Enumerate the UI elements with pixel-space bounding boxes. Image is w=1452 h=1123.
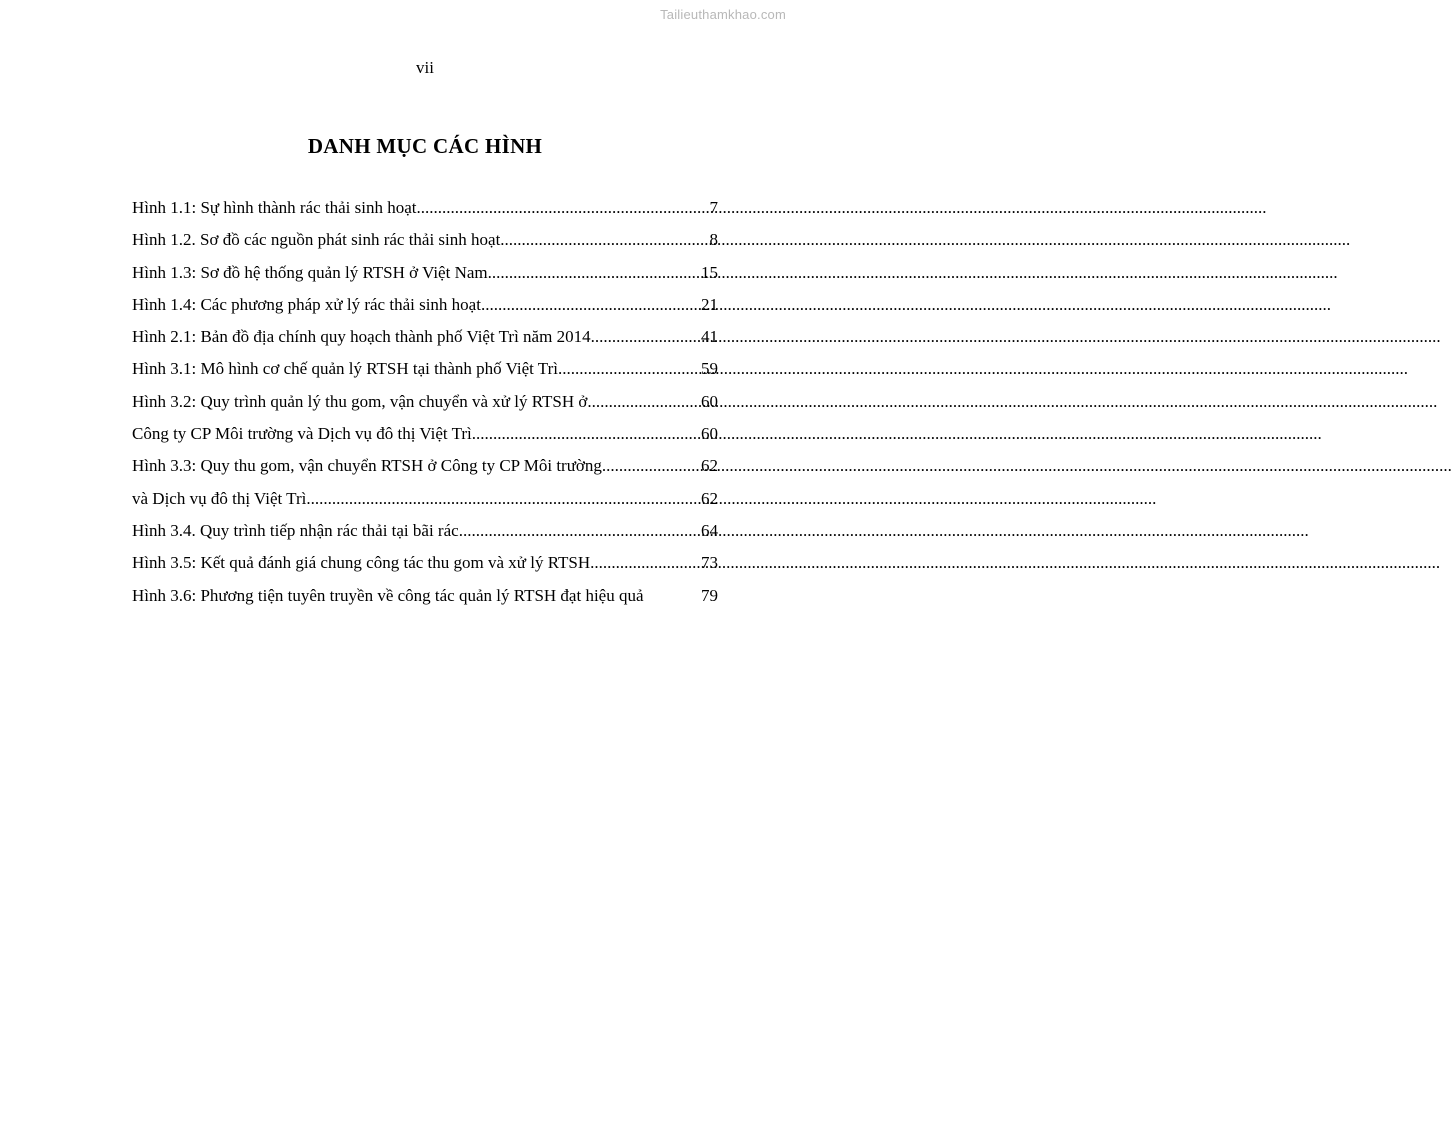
toc-entry-page: 8 — [709, 230, 718, 250]
toc-entry-label: Hình 1.4: Các phương pháp xử lý rác thải sinh hoạt — [132, 294, 481, 314]
toc-entry-page: 7 — [709, 198, 718, 217]
toc-entry[interactable] — [132, 392, 718, 424]
toc-entry-label: Hình 3.1: Mô hình cơ chế quản lý RTSH tại thành phố Việt Trì — [132, 359, 558, 379]
toc-dot-leader — [602, 456, 699, 476]
toc-entry-label: Hình 3.4. Quy trình tiếp nhận rác thải tại bãi rác — [132, 520, 459, 540]
toc-entry-label: Hình 3.2: Quy trình quản lý thu gom, vận chuyển và xử lý RTSH ở — [132, 391, 588, 411]
toc-entry[interactable] — [132, 489, 718, 521]
toc-entry-label: và Dịch vụ đô thị Việt Trì — [132, 488, 307, 508]
toc-entry[interactable] — [132, 456, 718, 488]
toc-dot-leader — [590, 553, 699, 573]
toc-entry[interactable] — [132, 359, 718, 391]
toc-entry[interactable] — [132, 327, 718, 359]
toc-dot-leader — [488, 263, 699, 283]
toc-entry[interactable] — [132, 295, 718, 327]
toc-entry-page: 59 — [701, 359, 718, 379]
toc-entry-page: 60 — [701, 424, 718, 444]
toc-entry-page: 64 — [701, 520, 718, 540]
toc-entry-label: Hình 2.1: Bản đồ địa chính quy hoạch thành phố Việt Trì năm 2014 — [132, 327, 591, 347]
toc-dot-leader — [587, 392, 699, 412]
toc-entry-label: Hình 3.6: Phương tiện tuyên truyền về công tác quản lý RTSH đạt hiệu quả — [132, 585, 644, 605]
toc-dot-leader — [500, 230, 707, 250]
toc-entry-label: Hình 1.3: Sơ đồ hệ thống quản lý RTSH ở Việt Nam — [132, 262, 488, 282]
toc-entry-page: 62 — [701, 456, 718, 476]
toc-entry[interactable] — [132, 586, 718, 618]
toc-dot-leader — [306, 489, 699, 509]
toc-entry-page: 41 — [701, 327, 718, 347]
toc-entry-page: 15 — [701, 262, 718, 282]
toc-entry-label: Hình 1.1: Sự hình thành rác thải sinh hoạt — [132, 198, 417, 217]
list-of-figures — [132, 198, 718, 618]
toc-entry-label: Công ty CP Môi trường và Dịch vụ đô thị Việt Trì — [132, 424, 472, 444]
toc-entry[interactable] — [132, 230, 718, 262]
page-title: DANH MỤC CÁC HÌNH — [307, 134, 543, 158]
toc-entry[interactable] — [132, 263, 718, 295]
toc-dot-leader — [459, 521, 699, 541]
page-number: vii — [416, 58, 434, 77]
toc-entry-label: Hình 3.3: Quy thu gom, vận chuyển RTSH ở Công ty CP Môi trường — [132, 456, 602, 476]
watermark: Tailieuthamkhao.com — [660, 7, 786, 22]
toc-entry-label: Hình 1.2. Sơ đồ các nguồn phát sinh rác thải sinh hoạt — [132, 230, 501, 250]
toc-entry-page: 60 — [701, 391, 718, 411]
toc-entry[interactable] — [132, 521, 718, 553]
toc-entry-page: 62 — [701, 488, 718, 508]
toc-dot-leader — [591, 327, 699, 347]
toc-entry[interactable] — [132, 424, 718, 456]
toc-entry-page: 73 — [701, 553, 718, 573]
toc-entry-label: Hình 3.5: Kết quả đánh giá chung công tác thu gom và xử lý RTSH — [132, 553, 591, 573]
toc-dot-leader — [416, 198, 707, 218]
toc-entry[interactable] — [132, 553, 718, 585]
toc-entry-page: 79 — [701, 585, 718, 605]
toc-dot-leader — [481, 295, 699, 315]
toc-entry[interactable] — [132, 198, 718, 230]
toc-dot-leader — [558, 359, 699, 379]
toc-entry-page: 21 — [701, 294, 718, 314]
toc-dot-leader — [472, 424, 699, 444]
